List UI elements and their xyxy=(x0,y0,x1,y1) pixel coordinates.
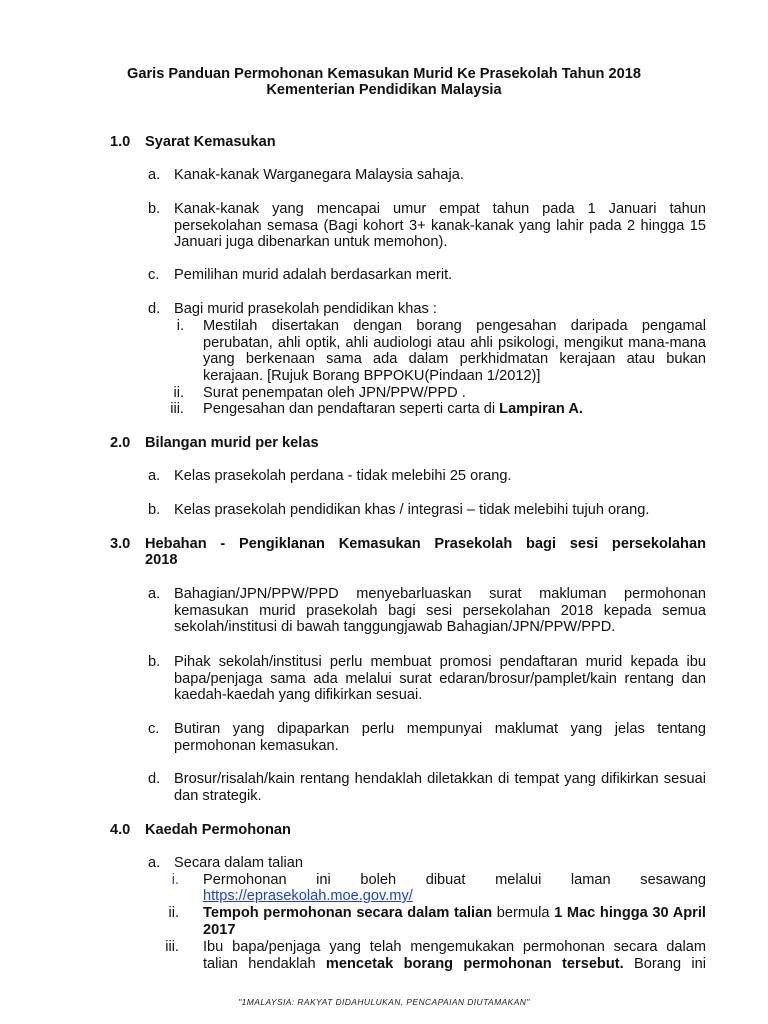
section-1-title: Syarat Kemasukan xyxy=(145,134,276,150)
item-4a-iii-text xyxy=(203,939,706,972)
item-3a-label: a. xyxy=(148,586,161,602)
section-2-title: Bilangan murid per kelas xyxy=(145,435,319,451)
item-3b-text: Pihak sekolah/institusi perlu membuat promosi pendaftaran murid kepada ibu bapa/penjaga sama ada melalui surat edaran/brosur/pamplet/kain rentang dan kaedah-kaedah yang difikirkan sesuai. xyxy=(174,654,706,704)
item-1c-text: Pemilihan murid adalah berdasarkan merit. xyxy=(174,267,453,283)
item-2b-text: Kelas prasekolah pendidikan khas / integrasi – tidak melebihi tujuh orang. xyxy=(174,502,650,518)
section-3-title: Hebahan - Pengiklanan Kemasukan Prasekolah bagi sesi persekolahan xyxy=(145,536,706,552)
item-4a-i-link-line xyxy=(203,888,706,905)
section-1-number: 1.0 xyxy=(110,134,131,150)
document-title: Garis Panduan Permohonan Kemasukan Murid Ke Prasekolah Tahun 2018 xyxy=(127,66,641,82)
item-3b-label: b. xyxy=(148,654,161,670)
item-2a-label: a. xyxy=(148,468,161,484)
item-4a-ii-text xyxy=(203,905,706,938)
item-3c-text: Butiran yang dipaparkan perlu mempunyai maklumat yang jelas tentang permohonan kemasukan. xyxy=(174,721,706,754)
page-footer-slogan: "1MALAYSIA: RAKYAT DIDAHULUKAN, PENCAPAIAN DIUTAMAKAN" xyxy=(238,997,530,1007)
item-2a-text: Kelas prasekolah perdana - tidak melebihi 25 orang. xyxy=(174,468,512,484)
item-1a-text: Kanak-kanak Warganegara Malaysia sahaja. xyxy=(174,167,464,183)
item-1d-text: Bagi murid prasekolah pendidikan khas : xyxy=(174,301,437,317)
eprasekolah-link[interactable]: https://eprasekolah.moe.gov.my/ xyxy=(203,888,413,904)
tarikh-permohonan-bold: 1 Mac hingga 30 April 2017 xyxy=(203,905,706,938)
item-4a-iii-plain: Ibu bapa/penjaga yang telah mengemukakan permohonan secara dalam talian hendaklah xyxy=(203,939,706,972)
item-3a-text: Bahagian/JPN/PPW/PPD menyebarluaskan surat makluman permohonan kemasukan murid prasekolah bagi sesi persekolahan 2018 kepada semua sekolah/institusi di bawah tanggungjawab Bahagian/JPN/PPW/PPD. xyxy=(174,586,706,636)
lampiran-a-reference: Lampiran A. xyxy=(499,401,583,417)
item-3d-text: Brosur/risalah/kain rentang hendaklah diletakkan di tempat yang difikirkan sesuai dan strategik. xyxy=(174,771,706,804)
item-1d-iii-text-plain: Pengesahan dan pendaftaran seperti carta di xyxy=(203,401,500,417)
section-3-number: 3.0 xyxy=(110,536,131,552)
item-1d-ii-label: ii. xyxy=(173,385,184,401)
item-1a-label: a. xyxy=(148,167,161,183)
section-4-title: Kaedah Permohonan xyxy=(145,822,291,838)
item-1d-iii-text xyxy=(203,401,706,418)
section-2-number: 2.0 xyxy=(110,435,131,451)
item-4a-iii-plain-end: Borang ini xyxy=(623,955,706,972)
item-4a-i-label: i. xyxy=(171,872,179,888)
item-4a-iii-label: iii. xyxy=(165,939,179,955)
document-subtitle: Kementerian Pendidikan Malaysia xyxy=(266,82,502,98)
item-1b-label: b. xyxy=(148,201,161,217)
item-4a-text: Secara dalam talian xyxy=(174,855,303,871)
item-1b-text: Kanak-kanak yang mencapai umur empat tahun pada 1 Januari tahun persekolahan semasa (Bagi kohort 3+ kanak-kanak yang lahir pada 2 hingga 15 Januari juga dibenarkan untuk memohon). xyxy=(174,201,706,251)
item-1d-i-label: i. xyxy=(176,318,184,334)
item-4a-ii-label: ii. xyxy=(168,905,179,921)
section-3-title-cont: 2018 xyxy=(145,552,178,568)
section-4-number: 4.0 xyxy=(110,822,131,838)
item-4a-i-text: Permohonan ini boleh dibuat melalui laman sesawang xyxy=(203,872,706,888)
item-3d-label: d. xyxy=(148,771,161,787)
item-1d-ii-text: Surat penempatan oleh JPN/PPW/PPD . xyxy=(203,385,466,401)
item-1d-iii-label: iii. xyxy=(170,401,184,417)
item-1d-label: d. xyxy=(148,301,161,317)
item-4a-ii-mid: bermula xyxy=(492,905,555,921)
item-4a-label: a. xyxy=(148,855,161,871)
item-1c-label: c. xyxy=(148,267,160,283)
item-1d-i-text: Mestilah disertakan dengan borang pengesahan daripada pengamal perubatan, ahli optik, ahli audiologi atau ahli psikologi, mengikut mana-mana yang berkenaan sama ada dalam perkhidmatan kerajaan atau bukan kerajaan. [Rujuk Borang BPPOKU(Pindaan 1/2012)] xyxy=(203,318,706,384)
item-3c-label: c. xyxy=(148,721,160,737)
tempoh-permohonan-bold: Tempoh permohonan secara dalam talian xyxy=(203,905,493,921)
mencetak-borang-bold: mencetak borang permohonan tersebut. xyxy=(325,955,624,972)
item-2b-label: b. xyxy=(148,502,161,518)
